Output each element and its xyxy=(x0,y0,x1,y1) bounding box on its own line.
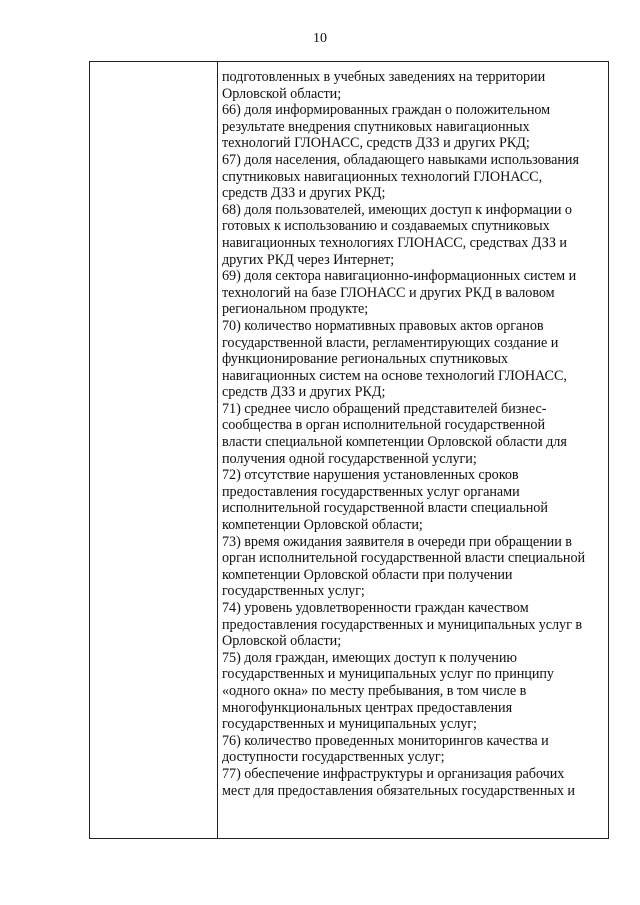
text-line: других РКД через Интернет; xyxy=(222,251,395,268)
text-line: технологий ГЛОНАСС, средств ДЗЗ и других РКД; xyxy=(222,135,530,152)
text-line: навигационных систем на основе технологий ГЛОНАСС, xyxy=(222,367,567,384)
text-line: предоставления государственных услуг органами xyxy=(222,483,520,500)
text-line: предоставления государственных и муниципальных услуг в xyxy=(222,616,583,633)
text-line: власти специальной компетенции Орловской области для xyxy=(222,434,567,451)
text-line: 68) доля пользователей, имеющих доступ к информации о xyxy=(222,201,572,218)
text-line: региональном продукте; xyxy=(222,301,369,318)
text-line: результате внедрения спутниковых навигационных xyxy=(222,118,530,135)
text-line: государственной власти, регламентирующих создание и xyxy=(222,334,559,351)
text-line: навигационных технологиях ГЛОНАСС, средствах ДЗЗ и xyxy=(222,234,567,251)
text-line: средств ДЗЗ и других РКД; xyxy=(222,185,386,202)
text-line: 76) количество проведенных мониторингов качества и xyxy=(222,732,549,749)
text-line: Орловской области; xyxy=(222,633,342,650)
text-line: 75) доля граждан, имеющих доступ к получению xyxy=(222,649,517,666)
text-line: спутниковых навигационных технологий ГЛОНАСС, xyxy=(222,168,543,185)
text-line: технологий на базе ГЛОНАСС и других РКД в валовом xyxy=(222,284,555,301)
table-left-cell xyxy=(90,62,217,838)
text-line: исполнительной государственной власти специальной xyxy=(222,500,548,517)
text-line: доступности государственных услуг; xyxy=(222,749,445,766)
text-line: готовых к использованию и создаваемых спутниковых xyxy=(222,218,550,235)
text-line: 72) отсутствие нарушения установленных сроков xyxy=(222,467,519,484)
text-line: 77) обеспечение инфраструктуры и организация рабочих xyxy=(222,765,565,782)
table-right-cell xyxy=(222,69,604,799)
text-line: компетенции Орловской области при получении xyxy=(222,566,513,583)
text-line: государственных услуг; xyxy=(222,583,365,600)
text-line: мест для предоставления обязательных государственных и xyxy=(222,782,575,799)
text-line: функционирование региональных спутниковых xyxy=(222,351,509,368)
text-line: 74) уровень удовлетворенности граждан качеством xyxy=(222,600,529,616)
text-line: подготовленных в учебных заведениях на территории xyxy=(222,69,546,85)
text-line: 67) доля населения, обладающего навыками использования xyxy=(222,151,579,168)
text-line: орган исполнительной государственной власти специальной xyxy=(222,550,586,567)
text-line: 66) доля информированных граждан о положительном xyxy=(222,102,551,119)
text-line: многофункциональных центрах предоставления xyxy=(222,699,513,716)
text-line: компетенции Орловской области; xyxy=(222,517,423,534)
text-line: получения одной государственной услуги; xyxy=(222,450,477,467)
text-line: средств ДЗЗ и других РКД; xyxy=(222,384,386,401)
text-line: 70) количество нормативных правовых актов органов xyxy=(222,317,544,334)
text-line: государственных и муниципальных услуг; xyxy=(222,716,477,733)
document-table xyxy=(89,61,609,839)
page-number: 10 xyxy=(313,31,327,46)
text-line: 71) среднее число обращений представителей бизнес- xyxy=(222,400,547,417)
text-line: «одного окна» по месту пребывания, в том числе в xyxy=(222,682,527,699)
text-line: государственных и муниципальных услуг по принципу xyxy=(222,666,554,683)
text-line: Орловской области; xyxy=(222,85,342,102)
text-line: 69) доля сектора навигационно-информационных систем и xyxy=(222,268,577,285)
column-divider xyxy=(217,62,218,838)
text-line: 73) время ожидания заявителя в очереди при обращении в xyxy=(222,533,572,550)
text-line: сообщества в орган исполнительной государственной xyxy=(222,417,546,434)
